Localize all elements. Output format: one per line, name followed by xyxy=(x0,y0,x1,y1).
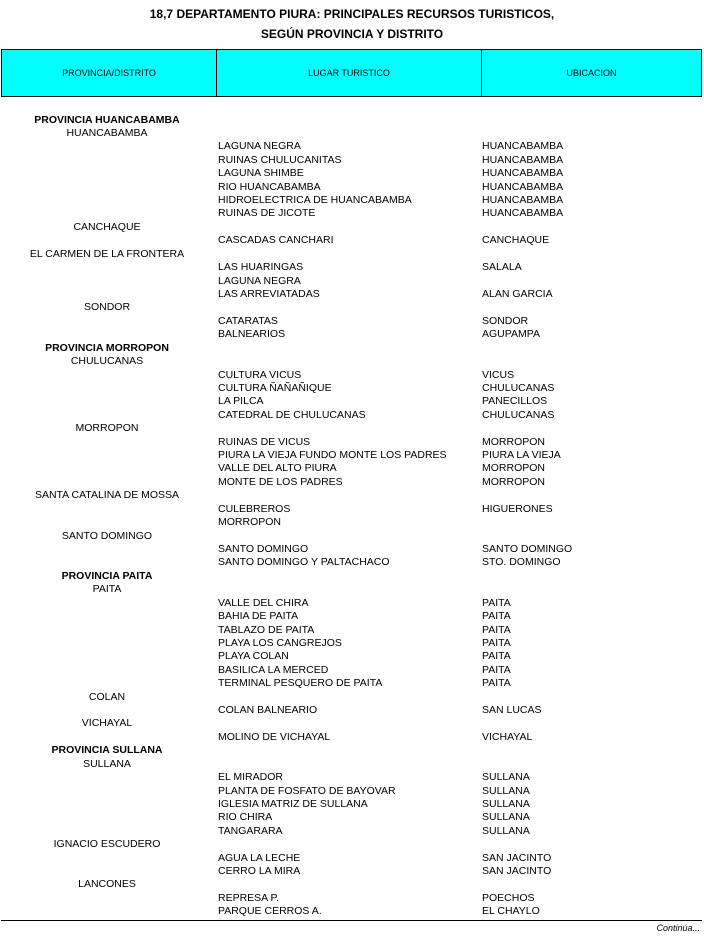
ubicacion-cell: POECHOS xyxy=(482,891,535,904)
table-row xyxy=(0,234,704,247)
district-row xyxy=(0,489,704,502)
provincia-distrito-cell: MORROPON xyxy=(75,422,139,435)
lugar-turistico-cell: RIO CHIRA xyxy=(218,811,273,824)
lugar-turistico-cell: AGUA LA LECHE xyxy=(218,851,301,864)
provincia-distrito-cell: SONDOR xyxy=(83,301,131,314)
lugar-turistico-cell: RUINAS CHULUCANITAS xyxy=(218,153,342,166)
provincia-distrito-cell: COLAN xyxy=(88,690,126,703)
provincia-distrito-cell: PAITA xyxy=(92,583,122,596)
ubicacion-cell: SONDOR xyxy=(482,314,529,327)
provincia-distrito-cell: SANTO DOMINGO xyxy=(61,529,153,542)
provincia-distrito-cell: HUANCABAMBA xyxy=(66,126,148,139)
provincia-distrito-cell: SULLANA xyxy=(83,757,131,770)
column-header-lugar-turistico: LUGAR TURISTICO xyxy=(217,50,482,96)
provincia-distrito-cell: CANCHAQUE xyxy=(73,220,141,233)
bottom-rule xyxy=(1,920,702,921)
ubicacion-cell: HUANCABAMBA xyxy=(482,167,564,180)
provincia-distrito-cell: PROVINCIA SULLANA xyxy=(51,744,163,757)
lugar-turistico-cell: BASILICA LA MERCED xyxy=(218,663,329,676)
table-row xyxy=(0,436,704,449)
lugar-turistico-cell: LA PILCA xyxy=(218,395,264,408)
lugar-turistico-cell: SANTO DOMINGO Y PALTACHACO xyxy=(218,556,390,569)
lugar-turistico-cell: LAGUNA NEGRA xyxy=(218,140,301,153)
lugar-turistico-cell: CULTURA VICUS xyxy=(218,368,302,381)
ubicacion-cell: SANTO DOMINGO xyxy=(482,542,573,555)
lugar-turistico-cell: MOLINO DE VICHAYAL xyxy=(218,730,331,743)
table-row xyxy=(0,449,704,462)
table-row xyxy=(0,261,704,274)
provincia-distrito-cell: SANTA CATALINA DE MOSSA xyxy=(34,489,180,502)
table-row xyxy=(0,664,704,677)
provincia-distrito-cell: IGNACIO ESCUDERO xyxy=(53,838,161,851)
table-row xyxy=(0,798,704,811)
ubicacion-cell: SULLANA xyxy=(482,784,530,797)
table-row xyxy=(0,409,704,422)
lugar-turistico-cell: MONTE DE LOS PADRES xyxy=(218,475,343,488)
table-row xyxy=(0,865,704,878)
lugar-turistico-cell: SANTO DOMINGO xyxy=(218,542,309,555)
ubicacion-cell: PAITA xyxy=(482,623,511,636)
table-row xyxy=(0,650,704,663)
lugar-turistico-cell: BALNEARIOS xyxy=(218,328,286,341)
lugar-turistico-cell: PIURA LA VIEJA FUNDO MONTE LOS PADRES xyxy=(218,449,447,461)
table-row xyxy=(0,369,704,382)
provincia-distrito-cell: VICHAYAL xyxy=(81,717,133,730)
district-row xyxy=(0,838,704,851)
provincia-distrito-cell: CHULUCANAS xyxy=(70,355,144,368)
lugar-turistico-cell: TERMINAL PESQUERO DE PAITA xyxy=(218,677,383,690)
district-row xyxy=(0,221,704,234)
lugar-turistico-cell: CERRO LA MIRA xyxy=(218,865,301,877)
table-header xyxy=(1,49,702,97)
table-row xyxy=(0,181,704,194)
ubicacion-cell: SAN LUCAS xyxy=(482,704,542,716)
ubicacion-cell: MORROPON xyxy=(482,475,545,488)
ubicacion-cell: HUANCABAMBA xyxy=(482,194,564,206)
lugar-turistico-cell: PLANTA DE FOSFATO DE BAYOVAR xyxy=(218,784,396,797)
continued-note: Continúa... xyxy=(656,923,700,933)
ubicacion-cell: MORROPON xyxy=(482,435,545,448)
table-row xyxy=(0,207,704,220)
lugar-turistico-cell: HIDROELECTRICA DE HUANCABAMBA xyxy=(218,194,412,206)
provincia-distrito-cell: PROVINCIA HUANCABAMBA xyxy=(34,113,180,126)
lugar-turistico-cell: RUINAS DE VICUS xyxy=(218,435,311,448)
lugar-turistico-cell: LAS ARREVIATADAS xyxy=(218,288,320,300)
table-row xyxy=(0,395,704,408)
ubicacion-cell: HUANCABAMBA xyxy=(482,153,564,166)
table-row xyxy=(0,852,704,865)
column-header-provincia-distrito: PROVINCIA/DISTRITO xyxy=(2,50,217,96)
table-row xyxy=(0,462,704,475)
district-row xyxy=(0,248,704,261)
table-row xyxy=(0,771,704,784)
lugar-turistico-cell: EL MIRADOR xyxy=(218,771,283,784)
lugar-turistico-cell: REPRESA P. xyxy=(218,891,280,904)
ubicacion-cell: SAN JACINTO xyxy=(482,865,552,877)
table-row xyxy=(0,503,704,516)
table-row xyxy=(0,288,704,301)
table-row xyxy=(0,597,704,610)
table-row xyxy=(0,315,704,328)
lugar-turistico-cell: LAGUNA SHIMBE xyxy=(218,167,304,180)
lugar-turistico-cell: CULEBREROS xyxy=(218,502,291,515)
province-row xyxy=(0,744,704,757)
district-row xyxy=(0,583,704,596)
lugar-turistico-cell: CATEDRAL DE CHULUCANAS xyxy=(218,408,366,421)
table-row xyxy=(0,556,704,569)
lugar-turistico-cell: BAHIA DE PAITA xyxy=(218,610,299,622)
table-row xyxy=(0,275,704,288)
ubicacion-cell: HUANCABAMBA xyxy=(482,207,564,220)
table-row xyxy=(0,637,704,650)
district-row xyxy=(0,717,704,730)
ubicacion-cell: VICUS xyxy=(482,368,515,381)
lugar-turistico-cell: COLAN BALNEARIO xyxy=(218,704,318,716)
lugar-turistico-cell: LAS HUARINGAS xyxy=(218,261,304,274)
ubicacion-cell: HUANCABAMBA xyxy=(482,140,564,153)
table-row xyxy=(0,328,704,341)
provincia-distrito-cell: PROVINCIA PAITA xyxy=(61,569,153,582)
table-row xyxy=(0,543,704,556)
lugar-turistico-cell: MORROPON xyxy=(218,516,281,529)
district-row xyxy=(0,691,704,704)
district-row xyxy=(0,127,704,140)
lugar-turistico-cell: VALLE DEL ALTO PIURA xyxy=(218,462,337,475)
table-row xyxy=(0,811,704,824)
ubicacion-cell: CANCHAQUE xyxy=(482,234,550,247)
ubicacion-cell: HIGUERONES xyxy=(482,502,553,515)
table-row xyxy=(0,624,704,637)
lugar-turistico-cell: LAGUNA NEGRA xyxy=(218,274,301,287)
ubicacion-cell: PANECILLOS xyxy=(482,395,548,408)
table-row xyxy=(0,140,704,153)
table-row xyxy=(0,905,704,918)
district-row xyxy=(0,530,704,543)
district-row xyxy=(0,422,704,435)
table-row xyxy=(0,194,704,207)
lugar-turistico-cell: RUINAS DE JICOTE xyxy=(218,207,316,220)
table-row xyxy=(0,785,704,798)
ubicacion-cell: SAN JACINTO xyxy=(482,851,552,864)
district-row xyxy=(0,758,704,771)
ubicacion-cell: PAITA xyxy=(482,596,511,609)
table-row xyxy=(0,610,704,623)
ubicacion-cell: STO. DOMINGO xyxy=(482,556,561,569)
lugar-turistico-cell: CULTURA ÑAÑAÑIQUE xyxy=(218,381,332,394)
province-row xyxy=(0,114,704,127)
table-row xyxy=(0,167,704,180)
lugar-turistico-cell: PARQUE CERROS A. xyxy=(218,905,322,918)
table-title-line-1: 18,7 DEPARTAMENTO PIURA: PRINCIPALES RECURSOS TURISTICOS, xyxy=(149,7,555,21)
ubicacion-cell: CHULUCANAS xyxy=(482,381,555,394)
lugar-turistico-cell: IGLESIA MATRIZ DE SULLANA xyxy=(218,797,368,810)
province-row xyxy=(0,342,704,355)
lugar-turistico-cell: TABLAZO DE PAITA xyxy=(218,623,315,636)
ubicacion-cell: PAITA xyxy=(482,677,511,690)
lugar-turistico-cell: CASCADAS CANCHARI xyxy=(218,234,334,247)
ubicacion-cell: VICHAYAL xyxy=(482,730,533,743)
ubicacion-cell: SULLANA xyxy=(482,797,530,810)
provincia-distrito-cell: PROVINCIA MORROPON xyxy=(45,341,169,354)
district-row xyxy=(0,301,704,314)
ubicacion-cell: SULLANA xyxy=(482,771,530,784)
lugar-turistico-cell: CATARATAS xyxy=(218,314,278,327)
table-row xyxy=(0,731,704,744)
table-row xyxy=(0,704,704,717)
lugar-turistico-cell: VALLE DEL CHIRA xyxy=(218,596,309,609)
ubicacion-cell: SALALA xyxy=(482,261,522,274)
table-row xyxy=(0,516,704,529)
lugar-turistico-cell: PLAYA COLAN xyxy=(218,650,289,663)
table-title-line-2: SEGÚN PROVINCIA Y DISTRITO xyxy=(260,27,444,41)
ubicacion-cell: ALAN GARCIA xyxy=(482,288,553,300)
district-row xyxy=(0,355,704,368)
lugar-turistico-cell: RIO HUANCABAMBA xyxy=(218,180,321,193)
provincia-distrito-cell: EL CARMEN DE LA FRONTERA xyxy=(29,247,185,260)
ubicacion-cell: PAITA xyxy=(482,650,511,663)
ubicacion-cell: SULLANA xyxy=(482,824,530,837)
ubicacion-cell: AGUPAMPA xyxy=(482,328,540,341)
ubicacion-cell: PAITA xyxy=(482,636,511,649)
ubicacion-cell: CHULUCANAS xyxy=(482,408,555,421)
district-row xyxy=(0,878,704,891)
table-row xyxy=(0,154,704,167)
table-row xyxy=(0,892,704,905)
column-header-ubicacion: UBICACION xyxy=(566,68,617,78)
table-row xyxy=(0,382,704,395)
provincia-distrito-cell: LANCONES xyxy=(78,878,136,891)
lugar-turistico-cell: PLAYA LOS CANGREJOS xyxy=(218,636,342,649)
ubicacion-cell: EL CHAYLO xyxy=(482,905,540,918)
ubicacion-cell: PIURA LA VIEJA xyxy=(482,449,561,461)
table-row xyxy=(0,825,704,838)
province-row xyxy=(0,570,704,583)
ubicacion-cell: PAITA xyxy=(482,610,511,622)
lugar-turistico-cell: TANGARARA xyxy=(218,824,283,837)
table-row xyxy=(0,476,704,489)
ubicacion-cell: SULLANA xyxy=(482,811,530,824)
table-row xyxy=(0,677,704,690)
ubicacion-cell: HUANCABAMBA xyxy=(482,180,564,193)
ubicacion-cell: PAITA xyxy=(482,663,511,676)
ubicacion-cell: MORROPON xyxy=(482,462,545,475)
